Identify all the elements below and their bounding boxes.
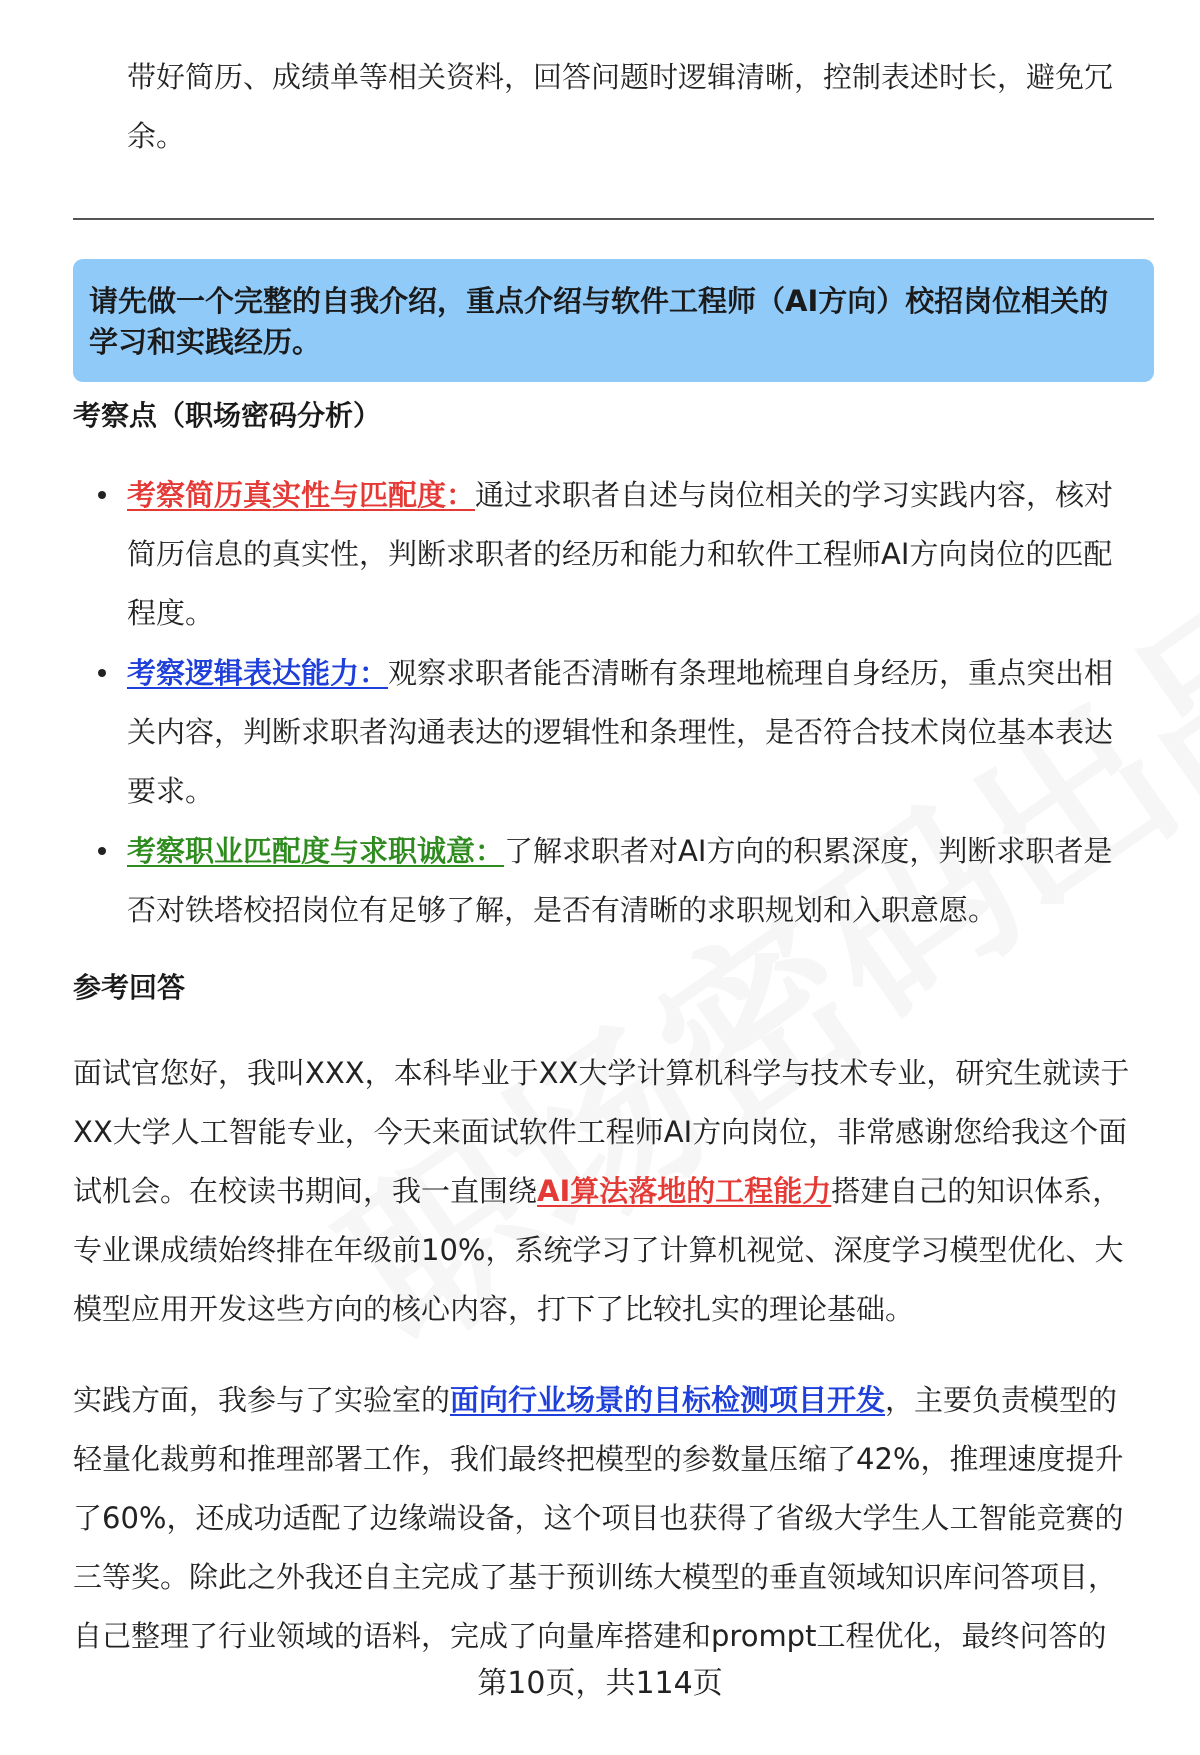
- assessment-heading: 考察点（职场密码分析）: [73, 399, 382, 432]
- assessment-item: [127, 466, 1145, 643]
- bullet-dot: [98, 491, 106, 499]
- question-line: 学习和实践经历。: [89, 325, 322, 359]
- answer-text: ，主要负责模型的: [885, 1383, 1118, 1417]
- answer-line: 面试官您好，我叫XXX，本科毕业于XX大学计算机科学与技术专业，研究生就读于: [73, 1056, 1130, 1090]
- answer-line: 自己整理了行业领域的语料，完成了向量库搭建和prompt工程优化，最终问答的: [73, 1619, 1107, 1653]
- assessment-item: [127, 822, 1145, 940]
- assessment-keyword: 考察简历真实性与匹配度：: [127, 478, 476, 512]
- answer-line: 三等奖。除此之外我还自主完成了基于预训练大模型的垂直领域知识库问答项目，: [73, 1560, 1118, 1594]
- assessment-text: 否对铁塔校招岗位有足够了解，是否有清晰的求职规划和入职意愿。: [127, 893, 998, 927]
- answer-line: 专业课成绩始终排在年级前10%，系统学习了计算机视觉、深度学习模型优化、大: [73, 1233, 1124, 1267]
- answer-keyword: AI算法落地的工程能力: [537, 1174, 832, 1208]
- assessment-text: 了解求职者对AI方向的积累深度，判断求职者是: [504, 834, 1113, 868]
- answer-keyword: 面向行业场景的目标检测项目开发: [450, 1383, 886, 1417]
- answer-text: 搭建自己的知识体系，: [831, 1174, 1122, 1208]
- answer-line: 模型应用开发这些方向的核心内容，打下了比较扎实的理论基础。: [73, 1292, 915, 1326]
- intro-line: 余。: [127, 119, 186, 153]
- intro-line: 带好简历、成绩单等相关资料，回答问题时逻辑清晰，控制表述时长，避免冗: [127, 60, 1114, 94]
- answer-paragraph: [73, 1371, 1145, 1666]
- assessment-text: 简历信息的真实性，判断求职者的经历和能力和软件工程师AI方向岗位的匹配: [127, 537, 1113, 571]
- bullet-dot: [98, 669, 106, 677]
- intro-paragraph: [127, 48, 1145, 166]
- assessment-text: 程度。: [127, 596, 215, 630]
- answer-heading: 参考回答: [73, 971, 186, 1004]
- answer-line: 轻量化裁剪和推理部署工作，我们最终把模型的参数量压缩了42%，推理速度提升: [73, 1442, 1124, 1476]
- assessment-text: 通过求职者自述与岗位相关的学习实践内容，核对: [475, 478, 1114, 512]
- assessment-text: 关内容，判断求职者沟通表达的逻辑性和条理性，是否符合技术岗位基本表达: [127, 715, 1114, 749]
- question-callout: [73, 259, 1154, 382]
- assessment-text: 观察求职者能否清晰有条理地梳理自身经历，重点突出相: [388, 656, 1114, 690]
- answer-line: 了60%，还成功适配了边缘端设备，这个项目也获得了省级大学生人工智能竞赛的: [73, 1501, 1124, 1535]
- assessment-item: [127, 644, 1145, 821]
- question-line: 请先做一个完整的自我介绍，重点介绍与软件工程师（AI方向）校招岗位相关的: [89, 284, 1109, 318]
- bullet-dot: [98, 847, 106, 855]
- page-number: 第10页，共114页: [477, 1666, 723, 1701]
- assessment-keyword: 考察逻辑表达能力：: [127, 656, 389, 690]
- answer-text: 实践方面，我参与了实验室的: [73, 1383, 451, 1417]
- section-divider: [73, 218, 1154, 220]
- assessment-text: 要求。: [127, 774, 215, 808]
- assessment-keyword: 考察职业匹配度与求职诚意：: [127, 834, 505, 868]
- answer-line: XX大学人工智能专业，今天来面试软件工程师AI方向岗位，非常感谢您给我这个面: [73, 1115, 1128, 1149]
- answer-text: 试机会。在校读书期间，我一直围绕: [73, 1174, 538, 1208]
- answer-paragraph: [73, 1044, 1145, 1339]
